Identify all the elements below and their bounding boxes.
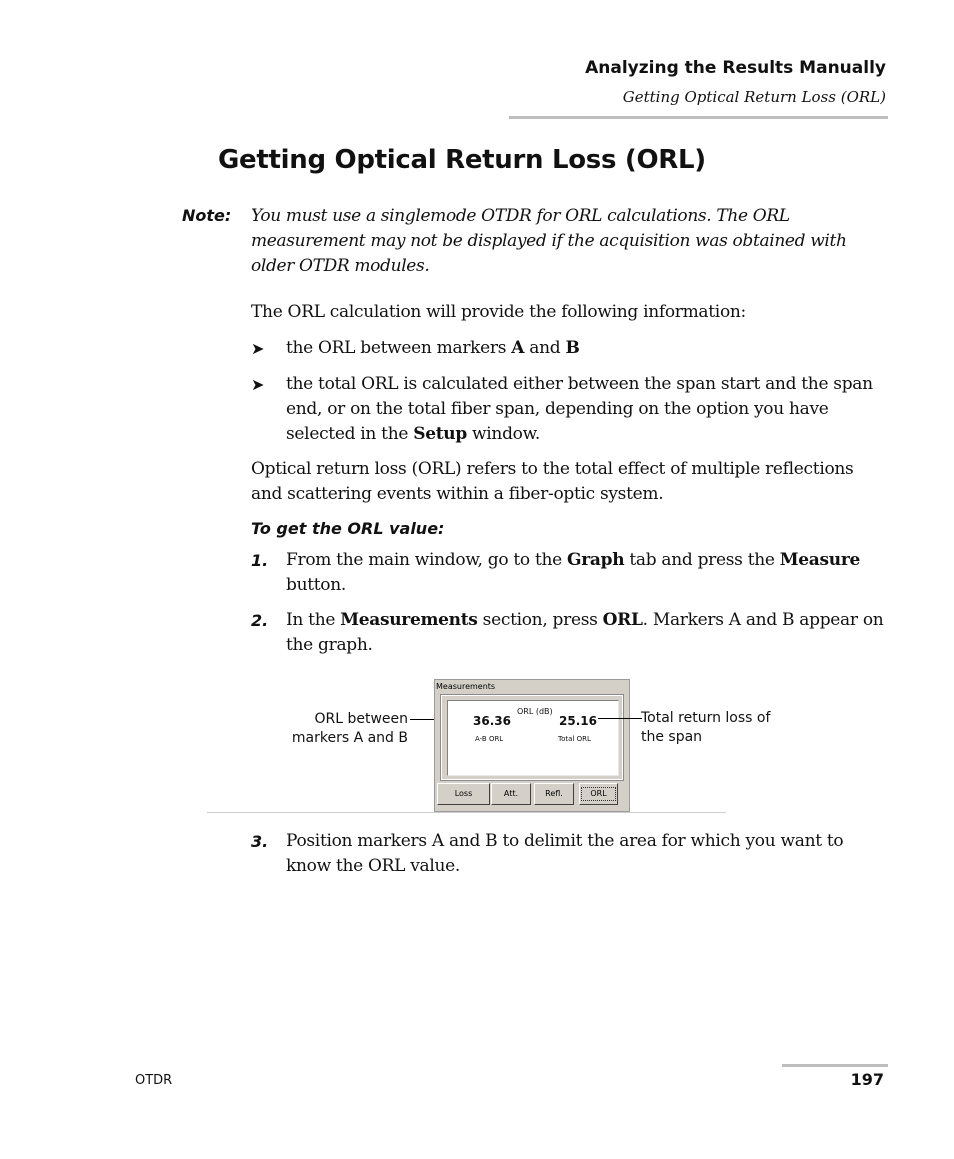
step-text: In the Measurements section, press ORL. Markers A and B appear on the graph. bbox=[286, 610, 884, 655]
loss-button[interactable]: Loss bbox=[437, 783, 490, 805]
page-title: Getting Optical Return Loss (ORL) bbox=[218, 145, 706, 175]
callout-total-orl: Total return loss of the span bbox=[641, 710, 771, 745]
ab-orl-label: A-B ORL bbox=[475, 735, 504, 743]
measurements-window-title: Measurements bbox=[436, 682, 496, 691]
step-text: Position markers A and B to delimit the area for which you want to know the ORL value. bbox=[286, 831, 844, 876]
ab-orl-value: 36.36 bbox=[473, 714, 511, 728]
total-orl-value: 25.16 bbox=[559, 714, 597, 728]
bullet-arrow-icon: ➤ bbox=[251, 339, 265, 358]
procedure-heading: To get the ORL value: bbox=[251, 519, 445, 538]
header-rule bbox=[509, 116, 888, 119]
step-number: 2. bbox=[251, 611, 269, 630]
bullet-arrow-icon: ➤ bbox=[251, 375, 265, 394]
callout-ab-orl: ORL between markers A and B bbox=[291, 711, 408, 746]
figure-baseline-rule bbox=[207, 812, 726, 813]
callout-leader-line bbox=[598, 718, 642, 719]
bullet-item: the ORL between markers A and B bbox=[286, 338, 580, 358]
orl-button[interactable] bbox=[579, 783, 618, 805]
step-number: 1. bbox=[251, 551, 269, 570]
running-header-chapter: Analyzing the Results Manually bbox=[585, 58, 886, 78]
footer-rule bbox=[782, 1064, 888, 1067]
orl-unit-label: ORL (dB) bbox=[517, 707, 553, 716]
step-text: From the main window, go to the Graph tab and press the Measure button. bbox=[286, 550, 861, 595]
att-button[interactable]: Att. bbox=[491, 783, 531, 805]
step-number: 3. bbox=[251, 832, 269, 851]
refl-button[interactable]: Refl. bbox=[534, 783, 574, 805]
orl-button-label: ORL bbox=[581, 787, 615, 801]
note-label: Note: bbox=[182, 206, 232, 225]
note-text: You must use a singlemode OTDR for ORL calculations. The ORL measurement may not be displayed if the acquisition was obtained with older OTDR modules. bbox=[251, 206, 847, 276]
running-header-section: Getting Optical Return Loss (ORL) bbox=[622, 88, 886, 106]
footer-document-name: OTDR bbox=[135, 1073, 173, 1088]
intro-paragraph: The ORL calculation will provide the following information: bbox=[251, 302, 746, 322]
total-orl-label: Total ORL bbox=[558, 735, 591, 743]
measurements-window bbox=[434, 679, 630, 812]
page-number: 197 bbox=[850, 1070, 884, 1089]
orl-description-paragraph: Optical return loss (ORL) refers to the total effect of multiple reflections and scattering events within a fiber-optic system. bbox=[251, 459, 854, 504]
bullet-item: the total ORL is calculated either between the span start and the span end, or on the total fiber span, depending on the option you have selected in the Setup window. bbox=[286, 374, 873, 444]
